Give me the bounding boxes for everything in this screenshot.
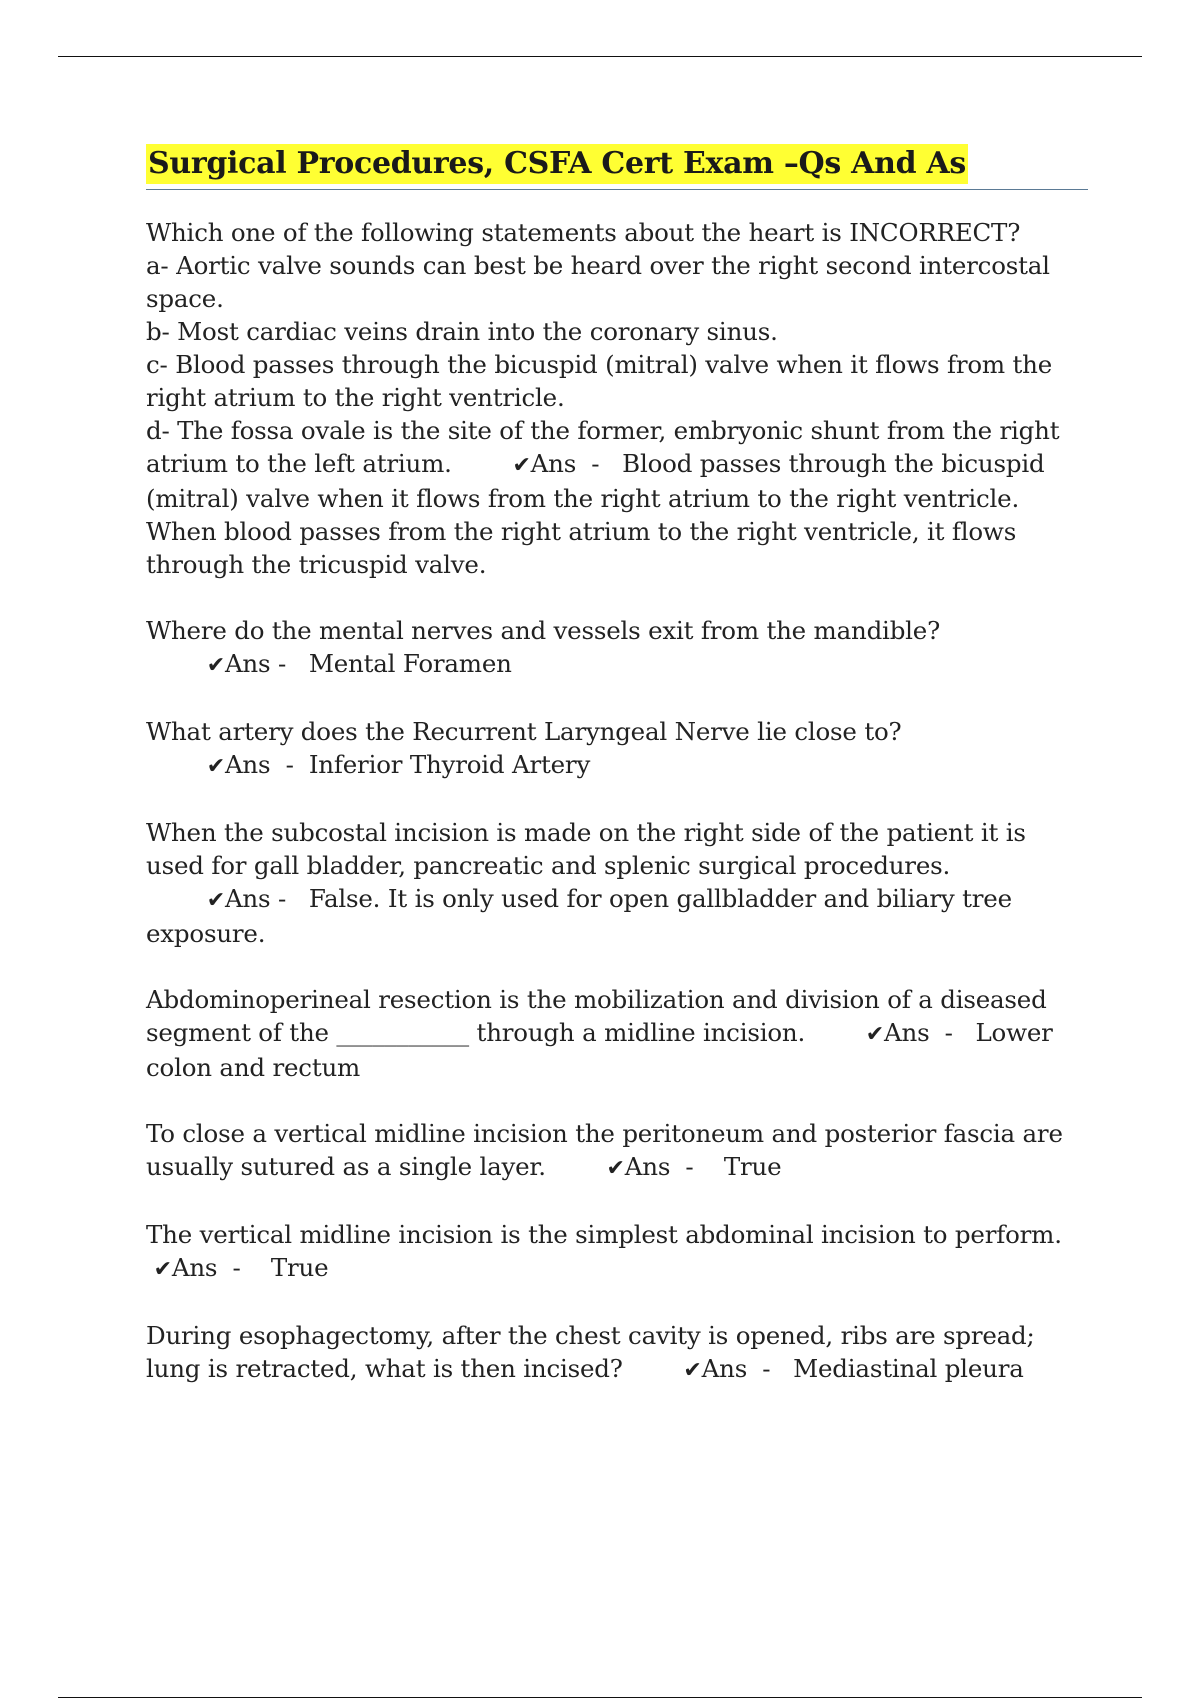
option-d-with-answer: d- The fossa ovale is the site of the former, embryonic shunt from the right atrium to the left atrium. ✔Ans - Blood passes through the bicuspid (mitral) valve when it flows from the right atrium to the right ventricle. When blood passes from the right atrium to the right ventricle, it flows through the tricuspid valve.: [146, 416, 1060, 579]
answer-label: Ans: [224, 649, 271, 678]
question-text: What artery does the Recurrent Laryngeal Nerve lie close to?: [146, 717, 902, 746]
answer-label: Ans: [224, 884, 271, 913]
question-text: To close a vertical midline incision the peritoneum and posterior fascia are usually sutured as a single layer.: [146, 1119, 1063, 1181]
check-icon: ✔: [206, 888, 225, 913]
answer-text: Mediastinal pleura: [793, 1354, 1024, 1383]
top-rule: [58, 56, 1142, 57]
qa-item: To close a vertical midline incision the peritoneum and posterior fascia are usually sutured as a single layer. ✔Ans - True: [146, 1119, 1063, 1181]
question-text: The vertical midline incision is the simplest abdominal incision to perform.: [146, 1220, 1062, 1249]
qa-item: Where do the mental nerves and vessels exit from the mandible? ✔Ans - Mental Foramen: [146, 616, 941, 678]
answer-text: True: [270, 1253, 329, 1282]
qa-item: [146, 216, 1088, 581]
qa-item: What artery does the Recurrent Laryngeal Nerve lie close to? ✔Ans - Inferior Thyroid Artery: [146, 717, 902, 779]
bottom-rule: [58, 1697, 1142, 1698]
answer-label: Ans: [701, 1354, 748, 1383]
option-a: a- Aortic valve sounds can best be heard over the right second intercostal space.: [146, 251, 1050, 313]
option-b: b- Most cardiac veins drain into the coronary sinus.: [146, 317, 778, 346]
answer-text: Blood passes through the bicuspid (mitral) valve when it flows from the right atrium to the right ventricle. When blood passes from the right atrium to the right ventricle, it flows through the tricuspid valve.: [146, 449, 1045, 579]
answer-text: Mental Foramen: [308, 649, 512, 678]
answer-label: Ans: [884, 1018, 930, 1047]
option-d: d- The fossa ovale is the site of the former, embryonic shunt from the right atrium to the left atrium.: [146, 416, 1060, 478]
answer-label: Ans: [530, 449, 577, 478]
qa-item: When the subcostal incision is made on the right side of the patient it is used for gall bladder, pancreatic and splenic surgical procedures. ✔Ans - False. It is only used for open gallbladder and biliary tree exposure.: [146, 818, 1026, 948]
answer-label: Ans: [624, 1152, 671, 1181]
check-icon: ✔: [206, 653, 225, 678]
check-icon: ✔: [683, 1358, 702, 1383]
qa-item: During esophagectomy, after the chest cavity is opened, ribs are spread; lung is retracted, what is then incised? ✔Ans - Mediastinal pleura: [146, 1321, 1035, 1383]
check-icon: ✔: [512, 453, 531, 478]
qa-item: Abdominoperineal resection is the mobilization and division of a diseased segment of the ___________ through a midline incision. ✔Ans - Lower colon and rectum: [146, 985, 1053, 1082]
option-c: c- Blood passes through the bicuspid (mitral) valve when it flows from the right atrium to the right ventricle.: [146, 350, 1053, 412]
qa-item: The vertical midline incision is the simplest abdominal incision to perform. ✔Ans - True: [146, 1220, 1062, 1282]
page-title: Surgical Procedures, CSFA Cert Exam –Qs And As: [146, 144, 968, 184]
check-icon: ✔: [206, 754, 225, 779]
title-block: [146, 144, 1088, 190]
answer-label: Ans: [171, 1253, 218, 1282]
answer-text: Lower colon and rectum: [146, 1018, 1053, 1082]
answer-text: Inferior Thyroid Artery: [308, 750, 591, 779]
check-icon: ✔: [865, 1022, 884, 1047]
question-text: Where do the mental nerves and vessels exit from the mandible?: [146, 616, 941, 645]
check-icon: ✔: [606, 1156, 625, 1181]
question-text: Which one of the following statements about the heart is INCORRECT?: [146, 218, 1021, 247]
question-text: During esophagectomy, after the chest cavity is opened, ribs are spread; lung is retracted, what is then incised?: [146, 1321, 1035, 1383]
question-text: When the subcostal incision is made on the right side of the patient it is used for gall bladder, pancreatic and splenic surgical procedures.: [146, 818, 1026, 880]
answer-label: Ans: [224, 750, 271, 779]
answer-text: True: [723, 1152, 782, 1181]
question-text: Abdominoperineal resection is the mobilization and division of a diseased segment of the ___________ through a midline incision.: [146, 985, 1047, 1047]
check-icon: ✔: [153, 1257, 172, 1282]
document-body: [146, 144, 1088, 1420]
answer-text: False. It is only used for open gallbladder and biliary tree exposure.: [146, 884, 1012, 948]
